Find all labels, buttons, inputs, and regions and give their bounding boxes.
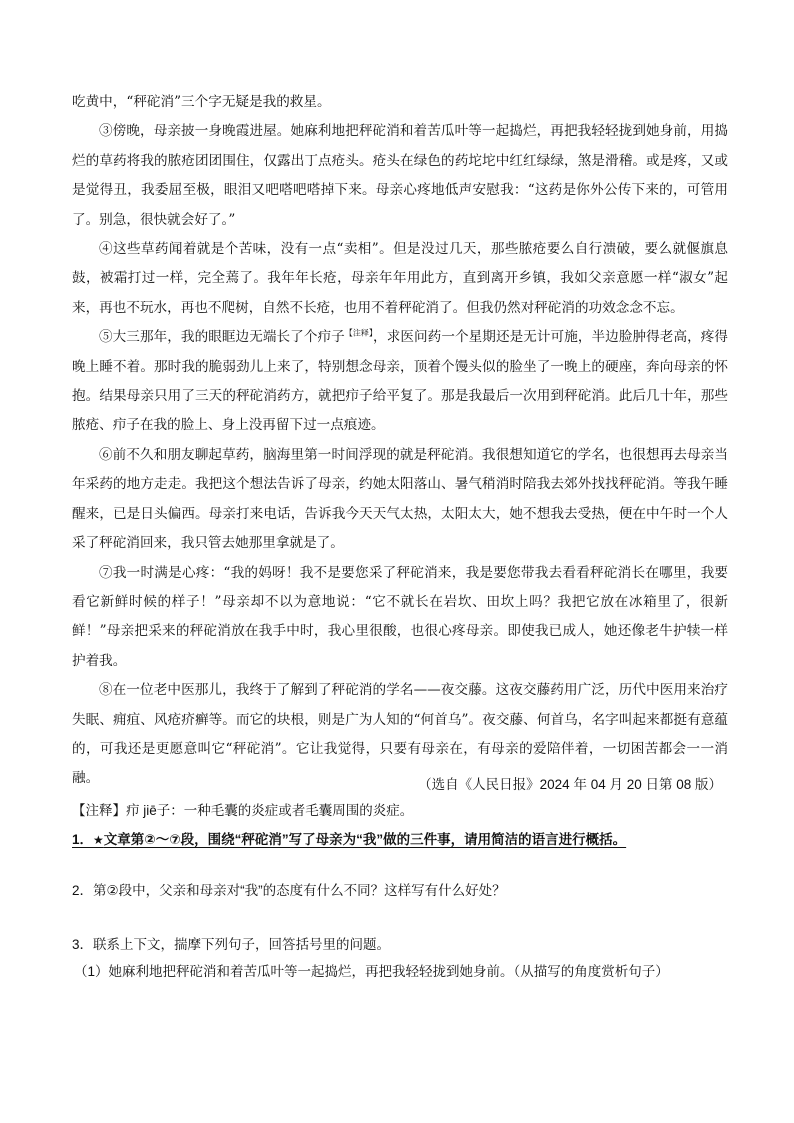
question-3-1: （1）她麻利地把秤砣消和着苦瓜叶等一起捣烂，再把我轻轻拢到她身前。（从描写的角度赏析句子） xyxy=(74,964,669,979)
question-3: 3．联系上下文，揣摩下列句子，回答括号里的问题。 xyxy=(72,937,391,952)
paragraph-4: ④这些草药闻着就是个苦味，没有一点“卖相”。但是没过几天，那些脓疮要么自行溃破，要么就偃旗息鼓，被霜打过一样，完全蔫了。我年年长疮，母亲年年用此方，直到离开乡镇，我如父亲意愿一样“淑女”起来，再也不玩水，再也不爬树，自然不长疮，也用不着秤砣消了。但我仍然对秤砣消的功效念念不忘。 xyxy=(72,241,728,316)
annotation-marker: 【注释】 xyxy=(344,328,374,338)
paragraph-3: ③傍晚，母亲披一身晚霞进屋。她麻利地把秤砣消和着苦瓜叶等一起捣烂，再把我轻轻拢到她身前，用捣烂的草药将我的脓疮团团围住，仅露出丁点疮头。疮头在绿色的药坨坨中红红绿绿，煞是滑稽。或是疼，又或是觉得丑，我委屈至极，眼泪又吧嗒吧嗒掉下来。母亲心疼地低声安慰我：“这药是你外公传下来的，可管用了。别急，很快就会好了。” xyxy=(72,123,728,228)
paragraph-7: ⑦我一时满是心疼：“我的妈呀！我不是要您采了秤砣消来，我是要您带我去看看秤砣消长在哪里，我要看它新鲜时候的样子！”母亲却不以为意地说：“它不就长在岩坎、田坎上吗？我把它放在冰箱里了，很新鲜！”母亲把采来的秤砣消放在我手中时，我心里很酸，也很心疼母亲。即使我已成人，她还像老牛护犊一样护着我。 xyxy=(72,564,728,669)
question-1-underlined xyxy=(72,832,626,847)
paragraph-continuation: 吃黄中，“秤砣消”三个字无疑是我的救星。 xyxy=(72,94,331,110)
paragraph-8: ⑧在一位老中医那儿，我终于了解到了秤砣消的学名——夜交藤。这夜交藤药用广泛，历代中医用来治疗失眠、痈疽、风疮疥癣等。而它的块根，则是广为人知的“何首乌”。夜交藤、何首乌，名字叫起来都挺有意蕴的，可我还是更愿意叫它“秤砣消”。它让我觉得，只要有母亲在，有母亲的爱陪伴着，一切困苦都会一一消融。 xyxy=(72,682,728,787)
annotation-note: 【注释】疖 jiē子：一种毛囊的炎症或者毛囊周围的炎症。 xyxy=(72,803,414,818)
source-citation: （选自《人民日报》2024 年 04 月 20 日第 08 版） xyxy=(418,777,722,792)
question-1 xyxy=(72,829,728,851)
paragraph-5-part-1: ⑤大三那年，我的眼眶边无端长了个疖子 xyxy=(99,329,345,346)
paragraph-5-part-2: ，求医问药一个星期还是无计可施，半边脸肿得老高，疼得晚上睡不着。那时我的脆弱劲儿上来了，特别想念母亲，顶着个馒头似的脸坐了一晚上的硬座，奔向母亲的怀抱。结果母亲只用了三天的秤砣消药方，就把疖子给平复了。那是我最后一次用到秤砣消。此后几十年，那些脓疮、疖子在我的脸上、身上没再留下过一点痕迹。 xyxy=(72,329,729,434)
paragraph-6: ⑥前不久和朋友聊起草药，脑海里第一时间浮现的就是秤砣消。我很想知道它的学名，也很想再去母亲当年采药的地方走走。我把这个想法告诉了母亲，约她太阳落山、暑气稍消时陪我去郊外找找秤砣消。等我午睡醒来，已是日头偏西。母亲打来电话，告诉我今天天气太热，太阳太大，她不想我去受热，便在中午时一个人采了秤砣消回来，我只管去她那里拿就是了。 xyxy=(72,446,728,552)
article-body xyxy=(72,88,728,794)
question-2: 2．第②段中，父亲和母亲对“我”的态度有什么不同？这样写有什么好处？ xyxy=(72,883,506,898)
question-1-number: 1． xyxy=(72,832,94,847)
star-icon: ★ xyxy=(93,833,104,847)
paragraph-5 xyxy=(72,323,728,441)
question-1-text: 文章第②～⑦段，围绕“秤砣消”写了母亲为“我”做的三件事，请用简洁的语言进行概括。 xyxy=(103,832,627,847)
